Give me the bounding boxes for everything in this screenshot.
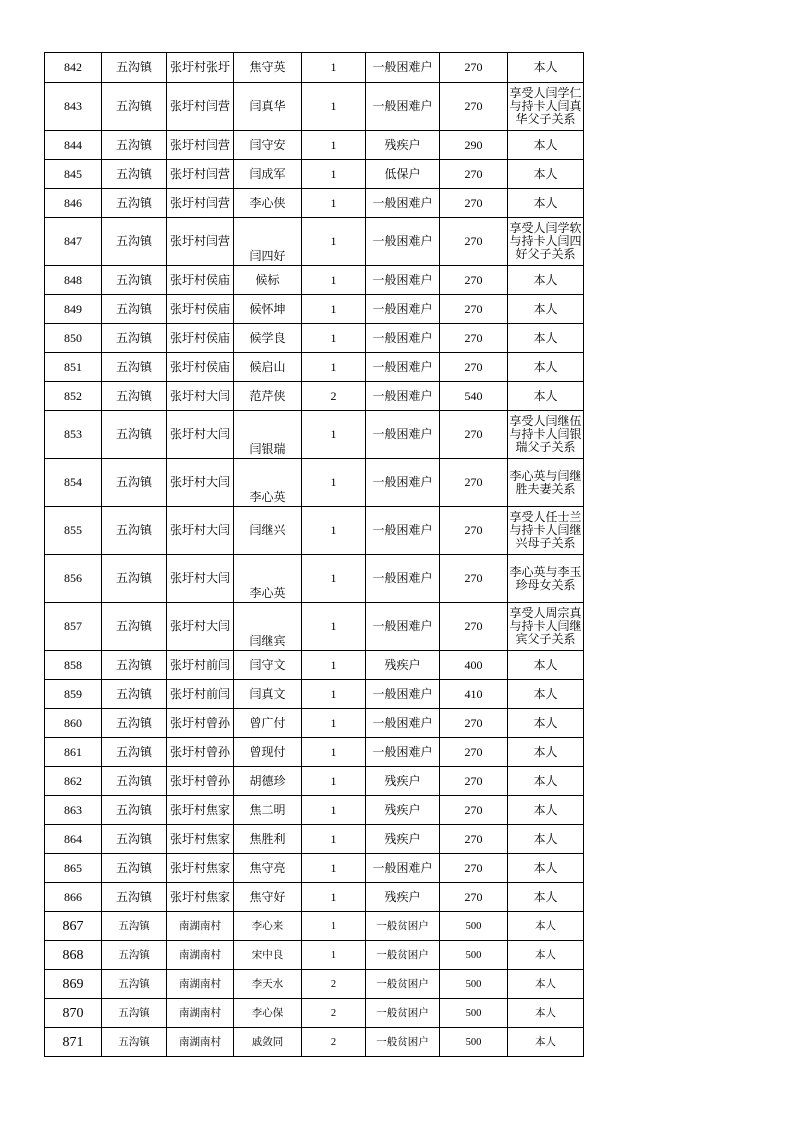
- table-row: [45, 459, 584, 507]
- amount-cell: 270: [440, 324, 508, 353]
- household-type-cell: 一般贫困户: [366, 941, 440, 970]
- table-row: [45, 382, 584, 411]
- note-cell: 本人: [508, 738, 584, 767]
- household-type-cell: 一般困难户: [366, 680, 440, 709]
- town-cell: 五沟镇: [102, 53, 167, 83]
- name-cell: 候启山: [234, 353, 302, 382]
- amount-cell: 270: [440, 883, 508, 912]
- table-row: [45, 411, 584, 459]
- table-row: [45, 709, 584, 738]
- note-cell: 本人: [508, 266, 584, 295]
- count-cell: 1: [302, 324, 366, 353]
- town-cell: 五沟镇: [102, 324, 167, 353]
- village-cell: 张圩村曾孙: [167, 767, 234, 796]
- table-row: [45, 999, 584, 1028]
- row-index: 866: [45, 883, 102, 912]
- table-row: [45, 266, 584, 295]
- village-cell: 张圩村前闫: [167, 651, 234, 680]
- town-cell: 五沟镇: [102, 796, 167, 825]
- name-cell: 宋中良: [234, 941, 302, 970]
- count-cell: 1: [302, 83, 366, 131]
- note-cell: 本人: [508, 767, 584, 796]
- table-row: [45, 796, 584, 825]
- row-index: 843: [45, 83, 102, 131]
- count-cell: 2: [302, 1028, 366, 1057]
- amount-cell: 290: [440, 131, 508, 160]
- household-type-cell: 一般困难户: [366, 353, 440, 382]
- table-row: [45, 1028, 584, 1057]
- row-index: 869: [45, 970, 102, 999]
- village-cell: 张圩村闫营: [167, 160, 234, 189]
- name-cell: 闫成军: [234, 160, 302, 189]
- row-index: 844: [45, 131, 102, 160]
- note-cell: 本人: [508, 680, 584, 709]
- village-cell: 张圩村大闫: [167, 411, 234, 459]
- table-row: [45, 941, 584, 970]
- count-cell: 1: [302, 53, 366, 83]
- town-cell: 五沟镇: [102, 353, 167, 382]
- amount-cell: 270: [440, 160, 508, 189]
- village-cell: 南湖南村: [167, 1028, 234, 1057]
- note-cell: 享受人闫继伍与持卡人闫银瑞父子关系: [508, 411, 584, 459]
- household-type-cell: 残疾户: [366, 767, 440, 796]
- village-cell: 张圩村侯庙: [167, 266, 234, 295]
- row-index: 856: [45, 555, 102, 603]
- table-row: [45, 825, 584, 854]
- amount-cell: 270: [440, 738, 508, 767]
- town-cell: 五沟镇: [102, 825, 167, 854]
- town-cell: 五沟镇: [102, 218, 167, 266]
- name-cell: 闫守文: [234, 651, 302, 680]
- town-cell: 五沟镇: [102, 738, 167, 767]
- name-cell: 闫守安: [234, 131, 302, 160]
- table-row: [45, 324, 584, 353]
- village-cell: 张圩村大闫: [167, 382, 234, 411]
- count-cell: 1: [302, 912, 366, 941]
- note-cell: 本人: [508, 160, 584, 189]
- village-cell: 张圩村张圩: [167, 53, 234, 83]
- records-body: [45, 53, 584, 1057]
- household-type-cell: 残疾户: [366, 131, 440, 160]
- count-cell: 2: [302, 999, 366, 1028]
- row-index: 862: [45, 767, 102, 796]
- amount-cell: 270: [440, 825, 508, 854]
- household-type-cell: 一般困难户: [366, 854, 440, 883]
- count-cell: 1: [302, 189, 366, 218]
- amount-cell: 500: [440, 941, 508, 970]
- name-cell: 焦守好: [234, 883, 302, 912]
- note-cell: 享受人任士兰与持卡人闫继兴母子关系: [508, 507, 584, 555]
- name-cell: 焦守英: [234, 53, 302, 83]
- household-type-cell: 残疾户: [366, 825, 440, 854]
- household-type-cell: 一般困难户: [366, 459, 440, 507]
- town-cell: 五沟镇: [102, 555, 167, 603]
- note-cell: 本人: [508, 53, 584, 83]
- amount-cell: 270: [440, 709, 508, 738]
- village-cell: 张圩村大闫: [167, 555, 234, 603]
- household-type-cell: 一般困难户: [366, 53, 440, 83]
- row-index: 847: [45, 218, 102, 266]
- count-cell: 1: [302, 295, 366, 324]
- town-cell: 五沟镇: [102, 603, 167, 651]
- table-row: [45, 295, 584, 324]
- village-cell: 张圩村侯庙: [167, 295, 234, 324]
- name-cell: 范芹侠: [234, 382, 302, 411]
- name-cell: 李心来: [234, 912, 302, 941]
- note-cell: 本人: [508, 131, 584, 160]
- name-cell: 焦胜利: [234, 825, 302, 854]
- amount-cell: 270: [440, 53, 508, 83]
- household-type-cell: 一般困难户: [366, 295, 440, 324]
- count-cell: 1: [302, 131, 366, 160]
- village-cell: 张圩村大闫: [167, 603, 234, 651]
- household-type-cell: 一般贫困户: [366, 1028, 440, 1057]
- row-index: 854: [45, 459, 102, 507]
- household-type-cell: 一般困难户: [366, 507, 440, 555]
- count-cell: 1: [302, 767, 366, 796]
- note-cell: 本人: [508, 189, 584, 218]
- town-cell: 五沟镇: [102, 941, 167, 970]
- amount-cell: 500: [440, 999, 508, 1028]
- amount-cell: 500: [440, 912, 508, 941]
- village-cell: 张圩村前闫: [167, 680, 234, 709]
- note-cell: 本人: [508, 825, 584, 854]
- village-cell: 张圩村闫营: [167, 189, 234, 218]
- row-index: 845: [45, 160, 102, 189]
- household-type-cell: 一般贫困户: [366, 999, 440, 1028]
- table-row: [45, 218, 584, 266]
- household-type-cell: 一般困难户: [366, 555, 440, 603]
- amount-cell: 270: [440, 796, 508, 825]
- table-row: [45, 651, 584, 680]
- row-index: 846: [45, 189, 102, 218]
- note-cell: 本人: [508, 912, 584, 941]
- town-cell: 五沟镇: [102, 854, 167, 883]
- town-cell: 五沟镇: [102, 189, 167, 218]
- household-type-cell: 一般困难户: [366, 83, 440, 131]
- note-cell: 本人: [508, 709, 584, 738]
- village-cell: 张圩村焦家: [167, 883, 234, 912]
- name-cell: 李心英: [234, 459, 302, 507]
- table-row: [45, 738, 584, 767]
- table-row: [45, 883, 584, 912]
- village-cell: 张圩村大闫: [167, 459, 234, 507]
- note-cell: 享受人闫学软与持卡人闫四好父子关系: [508, 218, 584, 266]
- town-cell: 五沟镇: [102, 970, 167, 999]
- name-cell: 焦守亮: [234, 854, 302, 883]
- row-index: 864: [45, 825, 102, 854]
- town-cell: 五沟镇: [102, 1028, 167, 1057]
- row-index: 851: [45, 353, 102, 382]
- table-row: [45, 912, 584, 941]
- village-cell: 张圩村焦家: [167, 796, 234, 825]
- town-cell: 五沟镇: [102, 295, 167, 324]
- household-type-cell: 一般困难户: [366, 382, 440, 411]
- row-index: 855: [45, 507, 102, 555]
- amount-cell: 270: [440, 83, 508, 131]
- amount-cell: 270: [440, 353, 508, 382]
- note-cell: 李心英与闫继胜夫妻关系: [508, 459, 584, 507]
- amount-cell: 270: [440, 459, 508, 507]
- amount-cell: 410: [440, 680, 508, 709]
- town-cell: 五沟镇: [102, 382, 167, 411]
- household-type-cell: 一般困难户: [366, 266, 440, 295]
- table-row: [45, 189, 584, 218]
- town-cell: 五沟镇: [102, 131, 167, 160]
- household-type-cell: 一般困难户: [366, 738, 440, 767]
- table-row: [45, 970, 584, 999]
- note-cell: 本人: [508, 1028, 584, 1057]
- amount-cell: 270: [440, 603, 508, 651]
- name-cell: 李心侠: [234, 189, 302, 218]
- name-cell: 胡德珍: [234, 767, 302, 796]
- amount-cell: 270: [440, 555, 508, 603]
- row-index: 860: [45, 709, 102, 738]
- note-cell: 本人: [508, 324, 584, 353]
- household-type-cell: 一般困难户: [366, 324, 440, 353]
- name-cell: 李天水: [234, 970, 302, 999]
- row-index: 842: [45, 53, 102, 83]
- row-index: 871: [45, 1028, 102, 1057]
- count-cell: 1: [302, 507, 366, 555]
- note-cell: 本人: [508, 382, 584, 411]
- row-index: 849: [45, 295, 102, 324]
- village-cell: 张圩村焦家: [167, 825, 234, 854]
- household-type-cell: 一般困难户: [366, 189, 440, 218]
- town-cell: 五沟镇: [102, 999, 167, 1028]
- amount-cell: 270: [440, 411, 508, 459]
- row-index: 861: [45, 738, 102, 767]
- count-cell: 1: [302, 796, 366, 825]
- town-cell: 五沟镇: [102, 83, 167, 131]
- note-cell: 本人: [508, 941, 584, 970]
- town-cell: 五沟镇: [102, 507, 167, 555]
- name-cell: 闫真文: [234, 680, 302, 709]
- table-row: [45, 680, 584, 709]
- count-cell: 1: [302, 825, 366, 854]
- note-cell: 本人: [508, 796, 584, 825]
- household-type-cell: 一般贫困户: [366, 912, 440, 941]
- village-cell: 张圩村大闫: [167, 507, 234, 555]
- row-index: 870: [45, 999, 102, 1028]
- town-cell: 五沟镇: [102, 459, 167, 507]
- name-cell: 候学良: [234, 324, 302, 353]
- count-cell: 1: [302, 411, 366, 459]
- row-index: 865: [45, 854, 102, 883]
- name-cell: 曾广付: [234, 709, 302, 738]
- table-row: [45, 603, 584, 651]
- table-row: [45, 854, 584, 883]
- household-type-cell: 残疾户: [366, 796, 440, 825]
- village-cell: 南湖南村: [167, 941, 234, 970]
- note-cell: 本人: [508, 353, 584, 382]
- note-cell: 本人: [508, 295, 584, 324]
- town-cell: 五沟镇: [102, 883, 167, 912]
- town-cell: 五沟镇: [102, 680, 167, 709]
- note-cell: 享受人闫学仁与持卡人闫真华父子关系: [508, 83, 584, 131]
- village-cell: 南湖南村: [167, 912, 234, 941]
- row-index: 853: [45, 411, 102, 459]
- row-index: 850: [45, 324, 102, 353]
- row-index: 852: [45, 382, 102, 411]
- table-row: [45, 53, 584, 83]
- records-table: [44, 52, 584, 1057]
- name-cell: 闫真华: [234, 83, 302, 131]
- note-cell: 本人: [508, 651, 584, 680]
- row-index: 857: [45, 603, 102, 651]
- table-row: [45, 160, 584, 189]
- village-cell: 张圩村闫营: [167, 131, 234, 160]
- town-cell: 五沟镇: [102, 651, 167, 680]
- count-cell: 1: [302, 738, 366, 767]
- household-type-cell: 一般困难户: [366, 411, 440, 459]
- household-type-cell: 一般困难户: [366, 709, 440, 738]
- count-cell: 2: [302, 382, 366, 411]
- household-type-cell: 一般困难户: [366, 603, 440, 651]
- note-cell: 李心英与李玉珍母女关系: [508, 555, 584, 603]
- village-cell: 张圩村曾孙: [167, 709, 234, 738]
- household-type-cell: 一般困难户: [366, 218, 440, 266]
- amount-cell: 500: [440, 970, 508, 999]
- count-cell: 1: [302, 709, 366, 738]
- row-index: 848: [45, 266, 102, 295]
- name-cell: 李心英: [234, 555, 302, 603]
- table-row: [45, 767, 584, 796]
- town-cell: 五沟镇: [102, 266, 167, 295]
- note-cell: 本人: [508, 854, 584, 883]
- village-cell: 张圩村曾孙: [167, 738, 234, 767]
- name-cell: 焦二明: [234, 796, 302, 825]
- table-row: [45, 83, 584, 131]
- household-type-cell: 一般贫困户: [366, 970, 440, 999]
- household-type-cell: 低保户: [366, 160, 440, 189]
- town-cell: 五沟镇: [102, 767, 167, 796]
- village-cell: 张圩村侯庙: [167, 324, 234, 353]
- table-row: [45, 555, 584, 603]
- note-cell: 本人: [508, 999, 584, 1028]
- count-cell: 1: [302, 353, 366, 382]
- row-index: 858: [45, 651, 102, 680]
- name-cell: 李心保: [234, 999, 302, 1028]
- village-cell: 张圩村闫营: [167, 83, 234, 131]
- row-index: 863: [45, 796, 102, 825]
- count-cell: 1: [302, 941, 366, 970]
- name-cell: 曾现付: [234, 738, 302, 767]
- name-cell: 候标: [234, 266, 302, 295]
- table-row: [45, 507, 584, 555]
- village-cell: 张圩村闫营: [167, 218, 234, 266]
- row-index: 859: [45, 680, 102, 709]
- row-index: 868: [45, 941, 102, 970]
- name-cell: 闫继宾: [234, 603, 302, 651]
- count-cell: 1: [302, 603, 366, 651]
- town-cell: 五沟镇: [102, 160, 167, 189]
- count-cell: 1: [302, 854, 366, 883]
- count-cell: 1: [302, 883, 366, 912]
- note-cell: 本人: [508, 970, 584, 999]
- amount-cell: 270: [440, 507, 508, 555]
- amount-cell: 270: [440, 218, 508, 266]
- count-cell: 1: [302, 555, 366, 603]
- village-cell: 张圩村焦家: [167, 854, 234, 883]
- count-cell: 1: [302, 160, 366, 189]
- village-cell: 南湖南村: [167, 970, 234, 999]
- amount-cell: 270: [440, 854, 508, 883]
- name-cell: 候怀坤: [234, 295, 302, 324]
- town-cell: 五沟镇: [102, 709, 167, 738]
- amount-cell: 270: [440, 266, 508, 295]
- town-cell: 五沟镇: [102, 912, 167, 941]
- name-cell: 闫继兴: [234, 507, 302, 555]
- note-cell: 享受人周宗真与持卡人闫继宾父子关系: [508, 603, 584, 651]
- name-cell: 闫四好: [234, 218, 302, 266]
- amount-cell: 500: [440, 1028, 508, 1057]
- count-cell: 1: [302, 651, 366, 680]
- amount-cell: 270: [440, 295, 508, 324]
- household-type-cell: 残疾户: [366, 651, 440, 680]
- count-cell: 1: [302, 680, 366, 709]
- table-row: [45, 131, 584, 160]
- household-type-cell: 残疾户: [366, 883, 440, 912]
- count-cell: 1: [302, 266, 366, 295]
- name-cell: 闫银瑞: [234, 411, 302, 459]
- count-cell: 2: [302, 970, 366, 999]
- village-cell: 张圩村侯庙: [167, 353, 234, 382]
- name-cell: 戚敛同: [234, 1028, 302, 1057]
- amount-cell: 400: [440, 651, 508, 680]
- row-index: 867: [45, 912, 102, 941]
- town-cell: 五沟镇: [102, 411, 167, 459]
- count-cell: 1: [302, 459, 366, 507]
- table-row: [45, 353, 584, 382]
- village-cell: 南湖南村: [167, 999, 234, 1028]
- amount-cell: 540: [440, 382, 508, 411]
- note-cell: 本人: [508, 883, 584, 912]
- count-cell: 1: [302, 218, 366, 266]
- amount-cell: 270: [440, 767, 508, 796]
- amount-cell: 270: [440, 189, 508, 218]
